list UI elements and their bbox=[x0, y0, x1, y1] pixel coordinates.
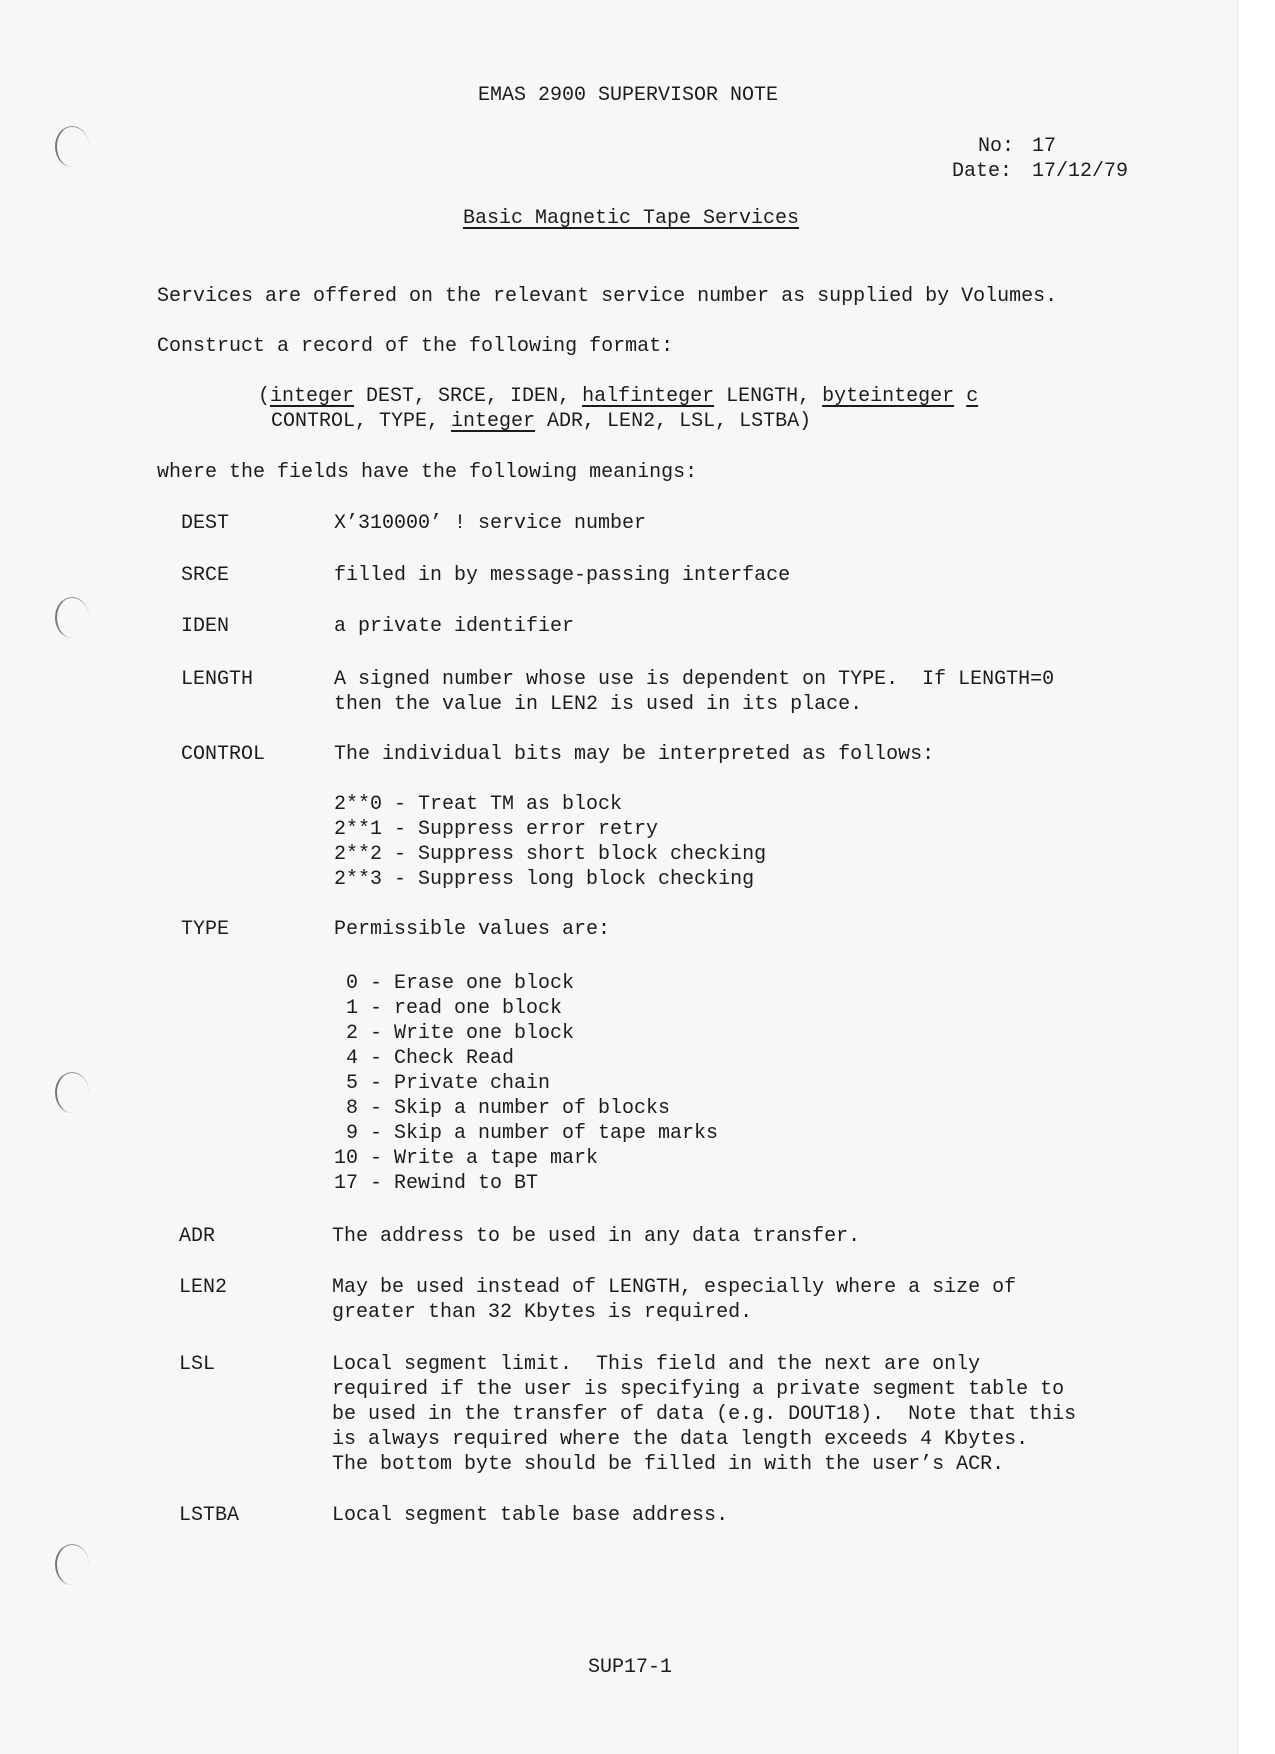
list-item: 5 - Private chain bbox=[334, 1072, 551, 1095]
list-item: 2**3 - Suppress long block checking bbox=[334, 868, 755, 891]
note-number: 17 bbox=[1032, 135, 1057, 158]
punch-hole bbox=[55, 126, 89, 167]
record-format-line-2: CONTROL, TYPE, integer ADR, LEN2, LSL, LSTBA) bbox=[271, 410, 812, 433]
paragraph-line: is always required where the data length exceeds 4 Kbytes. bbox=[332, 1428, 1029, 1451]
field-desc-adr: The address to be used in any data transfer. bbox=[332, 1225, 861, 1248]
date-value: 17/12/79 bbox=[1032, 160, 1129, 183]
field-desc-type: Permissible values are: bbox=[334, 918, 611, 941]
field-desc-lsl bbox=[332, 1352, 1076, 1477]
date-label: Date: bbox=[952, 160, 1013, 183]
field-desc-iden: a private identifier bbox=[334, 615, 575, 638]
field-desc-dest: X’310000’ ! service number bbox=[334, 512, 647, 535]
field-desc-control: The individual bits may be interpreted as follows: bbox=[334, 743, 935, 766]
field-name-length: LENGTH bbox=[181, 668, 254, 691]
paragraph-line: Local segment limit. This field and the next are only bbox=[332, 1353, 981, 1376]
paragraph-line: The bottom byte should be filled in with the user’s ACR. bbox=[332, 1453, 1005, 1476]
list-item: 2**0 - Treat TM as block bbox=[334, 793, 623, 816]
field-name-lstba: LSTBA bbox=[179, 1504, 240, 1527]
field-name-iden: IDEN bbox=[181, 615, 230, 638]
field-name-lsl: LSL bbox=[179, 1353, 216, 1376]
paragraph-line: required if the user is specifying a private segment table to bbox=[332, 1378, 1065, 1401]
punch-hole bbox=[55, 1544, 89, 1585]
list-item: 8 - Skip a number of blocks bbox=[334, 1097, 671, 1120]
field-desc-len2-line-1: May be used instead of LENGTH, especially where a size of bbox=[332, 1276, 1017, 1299]
punch-hole bbox=[55, 597, 89, 638]
list-item: 2 - Write one block bbox=[334, 1022, 575, 1045]
record-format-line-1: (integer DEST, SRCE, IDEN, halfinteger LENGTH, byteinteger c bbox=[258, 385, 979, 408]
list-item: 2**2 - Suppress short block checking bbox=[334, 843, 767, 866]
page-edge bbox=[1237, 0, 1275, 1754]
type-value-list bbox=[334, 971, 718, 1196]
list-item: 1 - read one block bbox=[334, 997, 563, 1020]
field-name-type: TYPE bbox=[181, 918, 230, 941]
list-item: 4 - Check Read bbox=[334, 1047, 515, 1070]
list-item: 0 - Erase one block bbox=[334, 972, 575, 995]
field-name-dest: DEST bbox=[181, 512, 230, 535]
paragraph-line: be used in the transfer of data (e.g. DOUT18). Note that this bbox=[332, 1403, 1077, 1426]
meanings-paragraph: where the fields have the following meanings: bbox=[157, 461, 698, 484]
field-desc-lstba: Local segment table base address. bbox=[332, 1504, 729, 1527]
page-footer: SUP17-1 bbox=[588, 1656, 673, 1679]
document-title: EMAS 2900 SUPERVISOR NOTE bbox=[478, 84, 779, 107]
field-desc-srce: filled in by message-passing interface bbox=[334, 564, 791, 587]
control-bit-list bbox=[334, 792, 766, 892]
list-item: 10 - Write a tape mark bbox=[334, 1147, 599, 1170]
field-name-adr: ADR bbox=[179, 1225, 216, 1248]
subject-heading: Basic Magnetic Tape Services bbox=[463, 207, 800, 230]
intro-paragraph: Services are offered on the relevant service number as supplied by Volumes. bbox=[157, 285, 1058, 308]
field-desc-length-line-2: then the value in LEN2 is used in its place. bbox=[334, 693, 863, 716]
construct-paragraph: Construct a record of the following format: bbox=[157, 335, 674, 358]
field-name-control: CONTROL bbox=[181, 743, 266, 766]
field-name-srce: SRCE bbox=[181, 564, 230, 587]
note-number-label: No: bbox=[978, 135, 1015, 158]
list-item: 17 - Rewind to BT bbox=[334, 1172, 539, 1195]
list-item: 2**1 - Suppress error retry bbox=[334, 818, 659, 841]
field-name-len2: LEN2 bbox=[179, 1276, 228, 1299]
list-item: 9 - Skip a number of tape marks bbox=[334, 1122, 719, 1145]
punch-hole bbox=[55, 1072, 89, 1113]
field-desc-length-line-1: A signed number whose use is dependent on TYPE. If LENGTH=0 bbox=[334, 668, 1055, 691]
field-desc-len2-line-2: greater than 32 Kbytes is required. bbox=[332, 1301, 753, 1324]
